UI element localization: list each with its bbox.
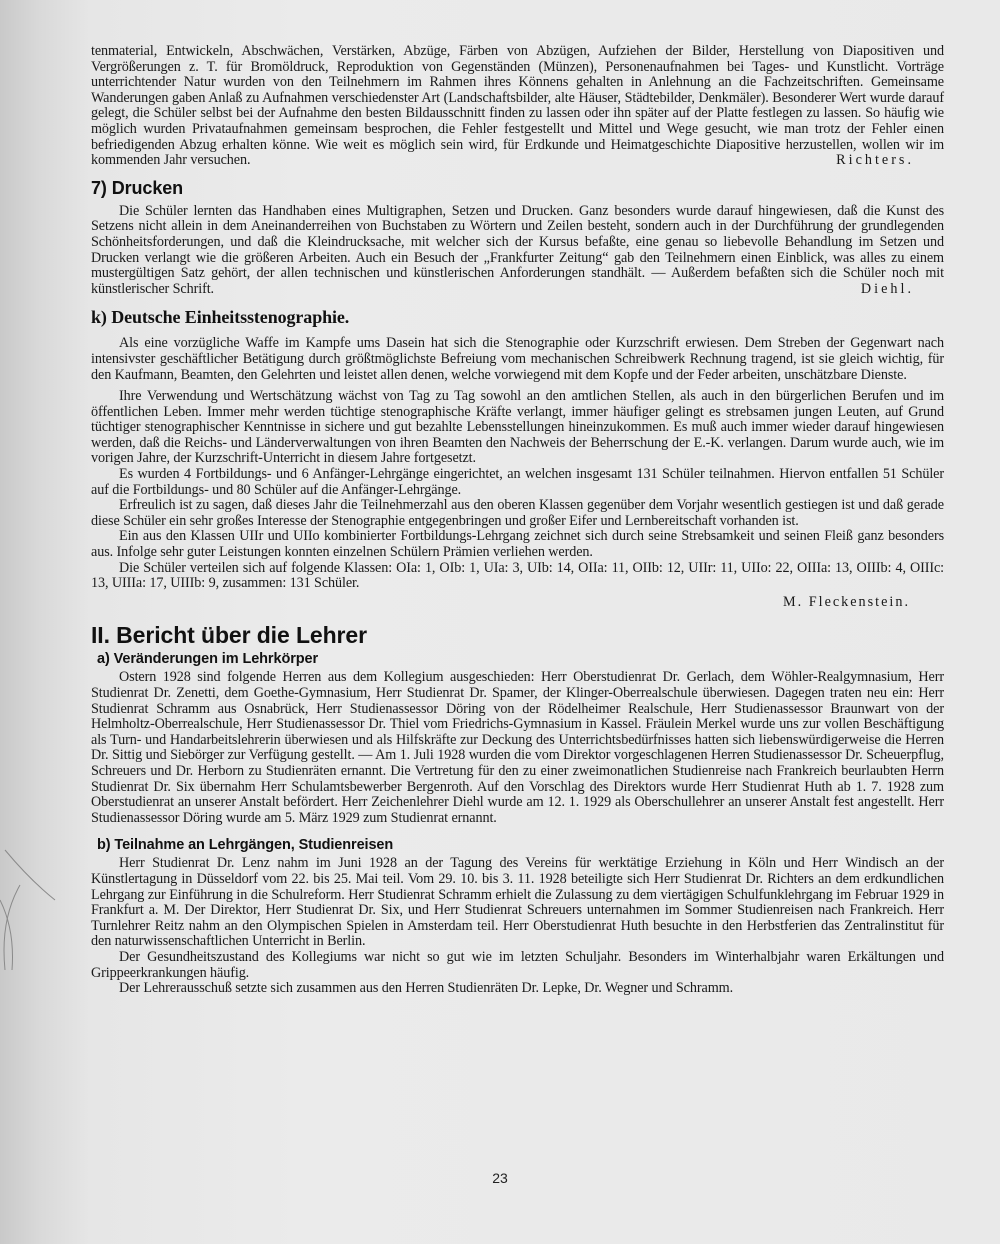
lehrgaenge-paragraph: Der Lehrerausschuß setzte sich zusammen aus den Herren Studienräten Dr. Lepke, Dr. Wegner und Schramm. <box>119 980 734 997</box>
section-heading-drucken: 7) Drucken <box>91 177 184 198</box>
subsection-heading-veraenderungen: a) Veränderungen im Lehrkörper <box>97 651 319 668</box>
signature-diehl: Diehl. <box>860 280 914 297</box>
lehrgaenge-paragraph: Der Gesundheitszustand des Kollegiums war nicht so gut wie im letzten Schuljahr. Besonders im Winterhalbjahr waren Erkältungen und Grippeerkrankungen häufig. <box>91 948 944 981</box>
subsection-heading-lehrgaenge: b) Teilnahme an Lehrgängen, Studienreisen <box>97 837 394 854</box>
stenographie-paragraph: Es wurden 4 Fortbildungs- und 6 Anfänger-Lehrgänge eingerichtet, an welchen insgesamt 131 Schüler teilnahmen. Hiervon entfallen 51 Schüler auf die Fortbildungs- und 80 Schüler auf die Anfänger-Lehrgänge. <box>91 466 944 498</box>
signature-richters: Richters. <box>836 152 914 169</box>
lehrgaenge-paragraph: Herr Studienrat Dr. Lenz nahm im Juni 1928 an der Tagung des Vereins für werktätige Erziehung in Köln und Herr Windisch an der Künstlertagung in Düsseldorf vom 22. bis 25. Mai teil. Vom 29. 10. bis 3. 11. 1928 beteiligte sich Herr Studienrat Dr. Richters an dem erdkundlichen Lehrgang zur Einführung in die Schulreform. Herr Studienrat Schramm erhielt die Zulassung zu dem viertägigen Schulfunklehrgang im Februar 1929 in Frankfurt a. M. Der Direktor, Herr Studienrat Dr. Six, und Herr Studienrat Schreuers unternahmen im Sommer Studienreisen nach Frankreich. Herr Turnlehrer Reitz nahm an den Olympischen Spielen in Amsterdam teil. Herr Oberstudienrat Huth besuchte in den Herbstferien das Zentralinstitut für den naturwissenschaftlichen Unterricht in Berlin. <box>91 855 944 950</box>
document-page <box>91 44 944 997</box>
stenographie-paragraph: Ein aus den Klassen UIIr und UIIo kombinierter Fortbildungs-Lehrgang zeichnet sich durch seine Strebsamkeit und seinen Fleiß ganz besonders aus. Infolge sehr guter Leistungen konnten einzelnen Schülern Prämien verliehen werden. <box>91 528 944 561</box>
stenographie-paragraph: Erfreulich ist zu sagen, daß dieses Jahr die Teilnehmerzahl aus den oberen Klassen gegenüber dem Vorjahr wesentlich gestiegen ist und daß gerade diese Schüler ein sehr großes Interesse der Stenographie entgegenbringen und großer Eifer und Lernbereitschaft vorhanden ist. <box>91 497 944 529</box>
intro-paragraph: tenmaterial, Entwickeln, Abschwächen, Verstärken, Abzüge, Färben von Abzügen, Aufziehen der Bilder, Herstellung von Diapositiven und Vergrößerungen z. T. für Bromöldruck, Reproduktion von Gegenständen (Münzen), Personenaufnahmen bei Tages- und Kunstlicht. Vorträge unterrichtender Natur wurden von den Teilnehmern im Rahmen ihres Könnens gehalten in Anlehnung an die Fachzeitschriften. Gemeinsame Wanderungen gaben Anlaß zu Aufnahmen verschiedenster Art (Landschaftsbilder, alte Häuser, Städtebilder, Denkmäler). Besonderer Wert wurde darauf gelegt, die Schüler selbst bei der Aufnahme den besten Bildausschnitt finden zu lassen oder ihn später auf der Platte festlegen zu lassen. So häufig wie möglich wurden Privataufnahmen gemeinsam besprochen, die Fehler festgestellt und Mittel und Wege gesucht, wie man trotz der Fehler einen befriedigenden Abzug erhalten könne. Wie weit es möglich sein wird, für Erdkunde und Heimatgeschichte Diapositive herzustellen, wollen wir im kommenden Jahr versuchen. <box>91 43 944 169</box>
signature-fleckenstein: M. Fleckenstein. <box>783 593 910 610</box>
stenographie-paragraph: Die Schüler verteilen sich auf folgende Klassen: OIa: 1, OIb: 1, UIa: 3, UIb: 14, OIIa: 11, OIIb: 12, UIIr: 11, UIIo: 22, OIIIa: 13, OIIIb: 4, OIIIc: 13, UIIIa: 17, UIIIb: 9, zusammen: 131 Schüler. <box>91 559 944 592</box>
drucken-paragraph: Die Schüler lernten das Handhaben eines Multigraphen, Setzen und Drucken. Ganz besonders wurde darauf hingewiesen, daß die Kunst des Setzens nicht allein in dem Aneinanderreihen von Buchstaben zu Wörtern und Zeilen besteht, sondern auch in der Durchführung der grundlegenden Schönheitsforderungen, und daß die Kleindrucksache, mit welcher sich der Kursus befaßte, eine genau so liebevolle Behandlung im Setzen und Drucken verlangt wie die größeren Arbeiten. Auch ein Besuch der „Frankfurter Zeitung“ gab den Teilnehmern einen Einblick, was alles zu einem mustergültigen Satz gehört, der allen technischen und künstlerischen Anforderungen standhält. — Außerdem befaßten sich die Schüler noch mit künstlerischer Schrift. <box>91 202 944 297</box>
part-heading-lehrer: II. Bericht über die Lehrer <box>91 622 367 649</box>
pencil-mark-decoration <box>0 840 60 980</box>
section-heading-stenographie: k) Deutsche Einheitsstenographie. <box>91 307 350 328</box>
stenographie-paragraph: Ihre Verwendung und Wertschätzung wächst von Tag zu Tag sowohl an den amtlichen Stellen, als auch in den bürgerlichen Berufen und im öffentlichen Leben. Immer mehr werden tüchtige stenographische Kräfte verlangt, immer häufiger gelingt es strebsamen jungen Leuten, auf Grund tüchtiger stenographischer Kenntnisse in sichere und gut bezahlte Lebensstellungen hineinzukommen. Es muß auch immer wieder darauf hingewiesen werden, daß die Reichs- und Länderverwaltungen von ihren Beamten den Nachweis der Beherrschung der E.-K. verlangen. Darum wurde auch, wie im vorigen Jahre, der Kurzschrift-Unterricht in diesem Jahre fortgesetzt. <box>91 388 944 467</box>
lehrkoerper-paragraph: Ostern 1928 sind folgende Herren aus dem Kollegium ausgeschieden: Herr Oberstudienrat Dr. Gerlach, dem Wöhler-Realgymnasium, Herr Studienrat Dr. Zenetti, dem Goethe-Gymnasium, Herr Studienrat Dr. Spamer, der Klinger-Oberrealschule überwiesen. Dagegen traten neu ein: Herr Studienrat Schramm aus Osnabrück, Herr Studienassessor Döring von der Rödelheimer Realschule, Herr Studienassessor Braunwart von der Helmholtz-Oberrealschule, Herr Studienassessor Dr. Thiel vom Friedrichs-Gymnasium in Kassel. Fräulein Merkel wurde uns zur vollen Beschäftigung als Turn- und Handarbeitslehrerin überwiesen und als Hilfskräfte zur Deckung des Unterrichtsbedürfnisses hatten sich liebenswürdigerweise die Herren Dr. Sittig und Siebörger zur Verfügung gestellt. — Am 1. Juli 1928 wurden die vom Direktor vorgeschlagenen Herren Studienassessor Dr. Scheuerpflug, Schreuers und Dr. Herborn zu Studienräten ernannt. Die Vertretung für den zu einer zweimonatlichen Studienreise nach Frankreich beurlaubten Herrn Studienrat Dr. Six übernahm Herr Schulamtsbewerber Bergenroth. Auf den Vorschlag des Direktors wurde Herr Studienrat Huth ab 1. 7. 1928 zum Oberstudienrat an unserer Anstalt befördert. Herr Zeichenlehrer Diehl wurde am 12. 1. 1929 als Oberschullehrer an unserer Anstalt fest angestellt. Herr Studienassessor Döring wurde am 5. März 1929 zum Studienrat ernannt. <box>91 669 944 826</box>
stenographie-paragraph: Als eine vorzügliche Waffe im Kampfe ums Dasein hat sich die Stenographie oder Kurzschrift erwiesen. Dem Streben der Gegenwart nach intensivster geschäftlicher Betätigung durch größtmöglichste Befreiung vom mechanischen Schreibwerk Rechnung tragend, ist sie gleich wichtig, für den Kaufmann, Beamten, den Gelehrten und leistet allen denen, welche vorwiegend mit dem Kopfe und der Feder arbeiten, unschätzbare Dienste. <box>91 335 944 383</box>
page-number: 23 <box>492 1170 508 1186</box>
